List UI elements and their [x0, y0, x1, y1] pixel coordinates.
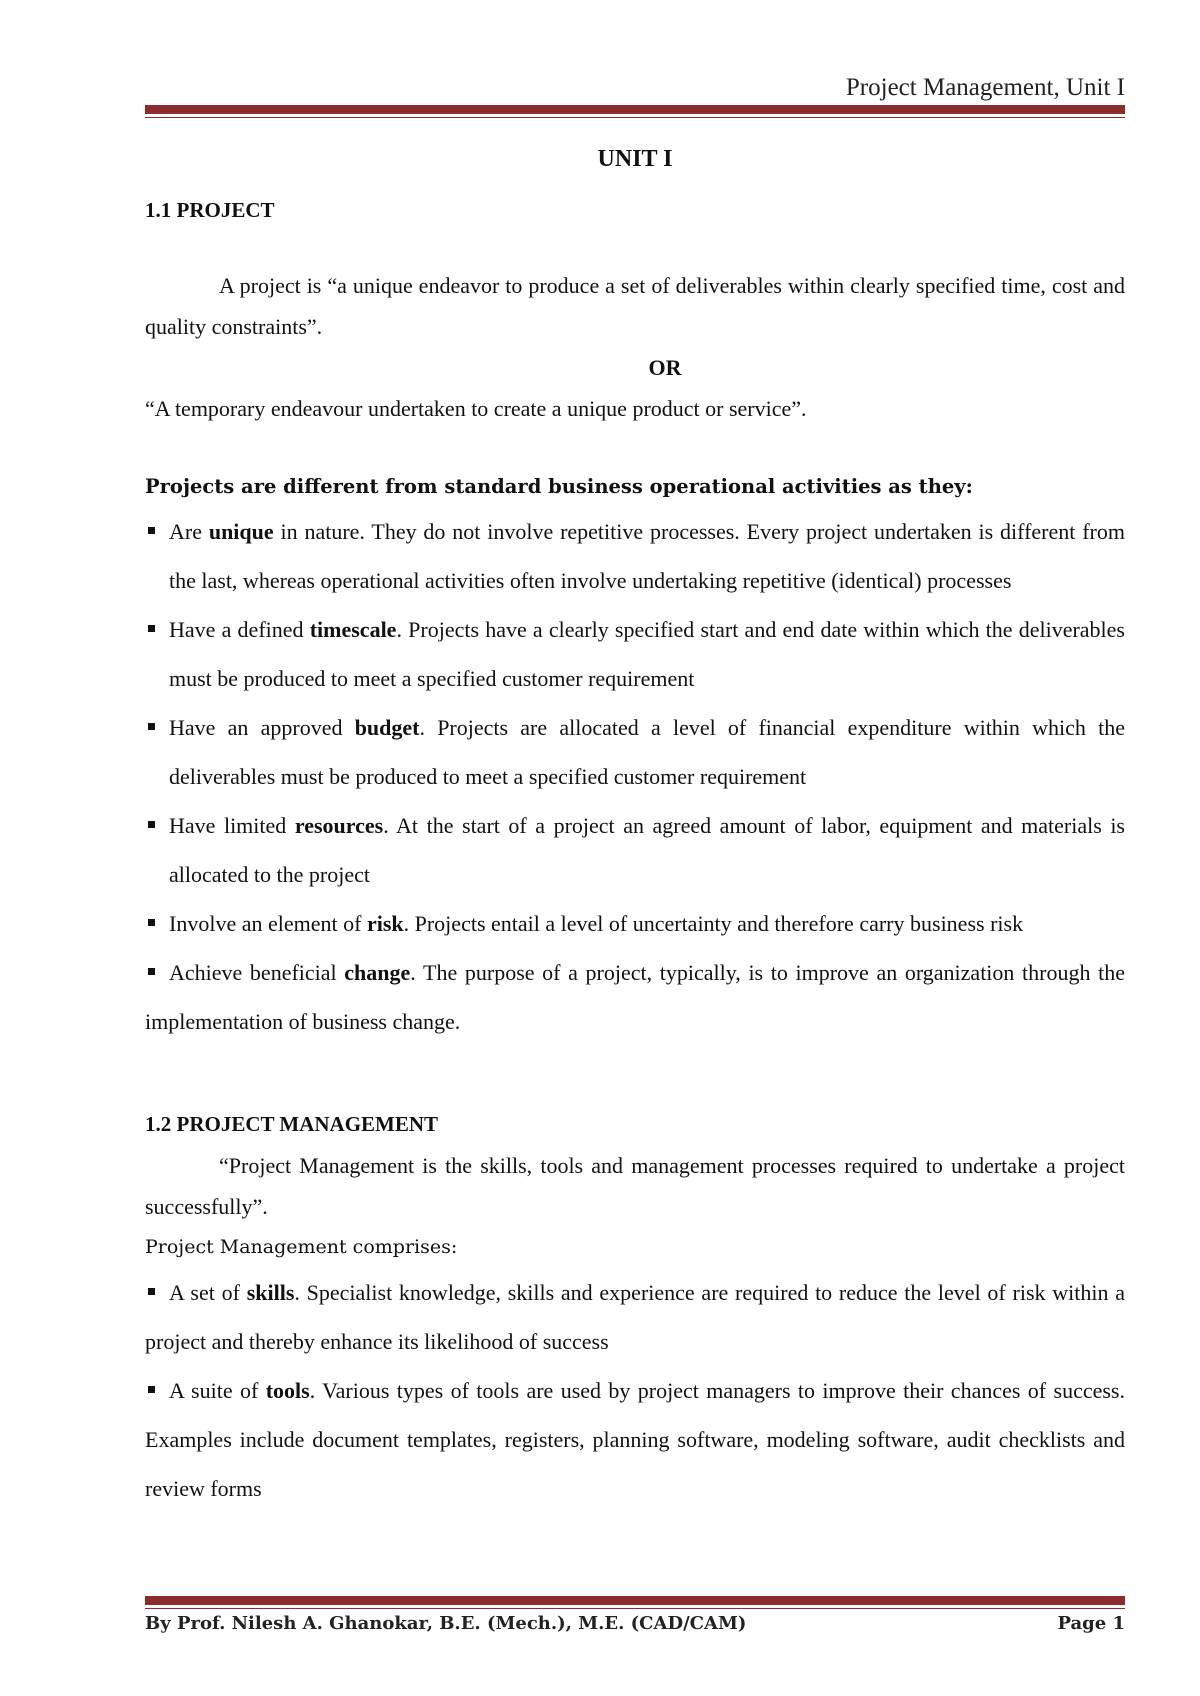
bullet-square-icon [148, 527, 155, 534]
page-footer [145, 1613, 1125, 1634]
main-content [145, 190, 1125, 1513]
bullet-square-icon [148, 968, 155, 975]
list-item [145, 605, 1125, 703]
item-text: . Specialist knowledge, skills and experience are required to reduce the level of risk within a project and thereby enhance its likelihood of success [145, 1280, 1125, 1354]
bullet-square-icon [148, 723, 155, 730]
item-text: . Projects entail a level of uncertainty and therefore carry business risk [403, 911, 1024, 936]
item-text: A set of [169, 1280, 247, 1305]
item-text: Have an approved [169, 715, 355, 740]
footer-rule [145, 1596, 1125, 1605]
item-text: Have limited [169, 813, 295, 838]
item-text: Are [169, 519, 209, 544]
project-definition-1: A project is “a unique endeavor to produce a set of deliverables within clearly specified time, cost and quality constraints”. [145, 273, 1125, 339]
pm-definition: “Project Management is the skills, tools and management processes required to undertake a project successfully”. [145, 1153, 1125, 1219]
footer-author: By Prof. Nilesh A. Ghanokar, B.E. (Mech.), M.E. (CAD/CAM) [145, 1613, 747, 1634]
pm-components-list [145, 1268, 1125, 1513]
unit-title: UNIT I [597, 146, 673, 172]
list-item [145, 507, 1125, 605]
section-heading-project-management: 1.2 PROJECT MANAGEMENT [145, 1112, 439, 1136]
project-traits-list [145, 507, 1125, 1046]
item-text: . At the start of a project an agreed amount of labor, equipment and materials is allocated to the project [169, 813, 1125, 887]
bullet-square-icon [148, 1288, 155, 1295]
section-heading-project: 1.1 PROJECT [145, 198, 275, 222]
document-page [145, 0, 1125, 1696]
bullet-square-icon [148, 919, 155, 926]
running-header: Project Management, Unit I [845, 74, 1125, 101]
keyword: tools [265, 1378, 310, 1403]
keyword: timescale [309, 617, 397, 642]
item-text: . The purpose of a project, typically, is to improve an organization through the implementation of business change. [145, 960, 1126, 1034]
keyword: budget [354, 715, 420, 740]
keyword: unique [208, 519, 274, 544]
item-text: . Projects are allocated a level of financial expenditure within which the deliverables must be produced to meet a specified customer requirement [169, 715, 1125, 789]
keyword: change [344, 960, 411, 985]
list-item [145, 801, 1125, 899]
list-item [145, 703, 1125, 801]
list-item [145, 1366, 1125, 1513]
footer-page-number: Page 1 [1057, 1613, 1125, 1634]
list-item [145, 899, 1125, 948]
list-item [145, 1268, 1125, 1366]
list-item [145, 948, 1125, 1046]
item-text: Have a defined [169, 617, 310, 642]
bullet-square-icon [148, 1386, 155, 1393]
project-definition-2: “A temporary endeavour undertaken to create a unique product or service”. [145, 396, 807, 421]
bullet-square-icon [148, 625, 155, 632]
item-text: . Projects have a clearly specified start and end date within which the deliverables must be produced to meet a specified customer requirement [169, 617, 1125, 691]
pm-comprises: Project Management comprises: [145, 1236, 458, 1258]
item-text: Achieve beneficial [169, 960, 345, 985]
header-rule [145, 105, 1125, 114]
keyword: risk [366, 911, 404, 936]
item-text: Involve an element of [169, 911, 367, 936]
item-text: A suite of [169, 1378, 266, 1403]
item-text: . Various types of tools are used by project managers to improve their chances of success. Examples include document templates, registers, planning software, modeling software, audit checklists and review forms [145, 1378, 1125, 1501]
keyword: resources [294, 813, 384, 838]
bullet-square-icon [148, 821, 155, 828]
or-separator: OR [648, 355, 682, 380]
differences-lead: Projects are different from standard business operational activities as they: [145, 475, 973, 498]
keyword: skills [246, 1280, 295, 1305]
item-text: in nature. They do not involve repetitive processes. Every project undertaken is different from the last, whereas operational activities often involve undertaking repetitive (identical) processes [169, 519, 1125, 593]
